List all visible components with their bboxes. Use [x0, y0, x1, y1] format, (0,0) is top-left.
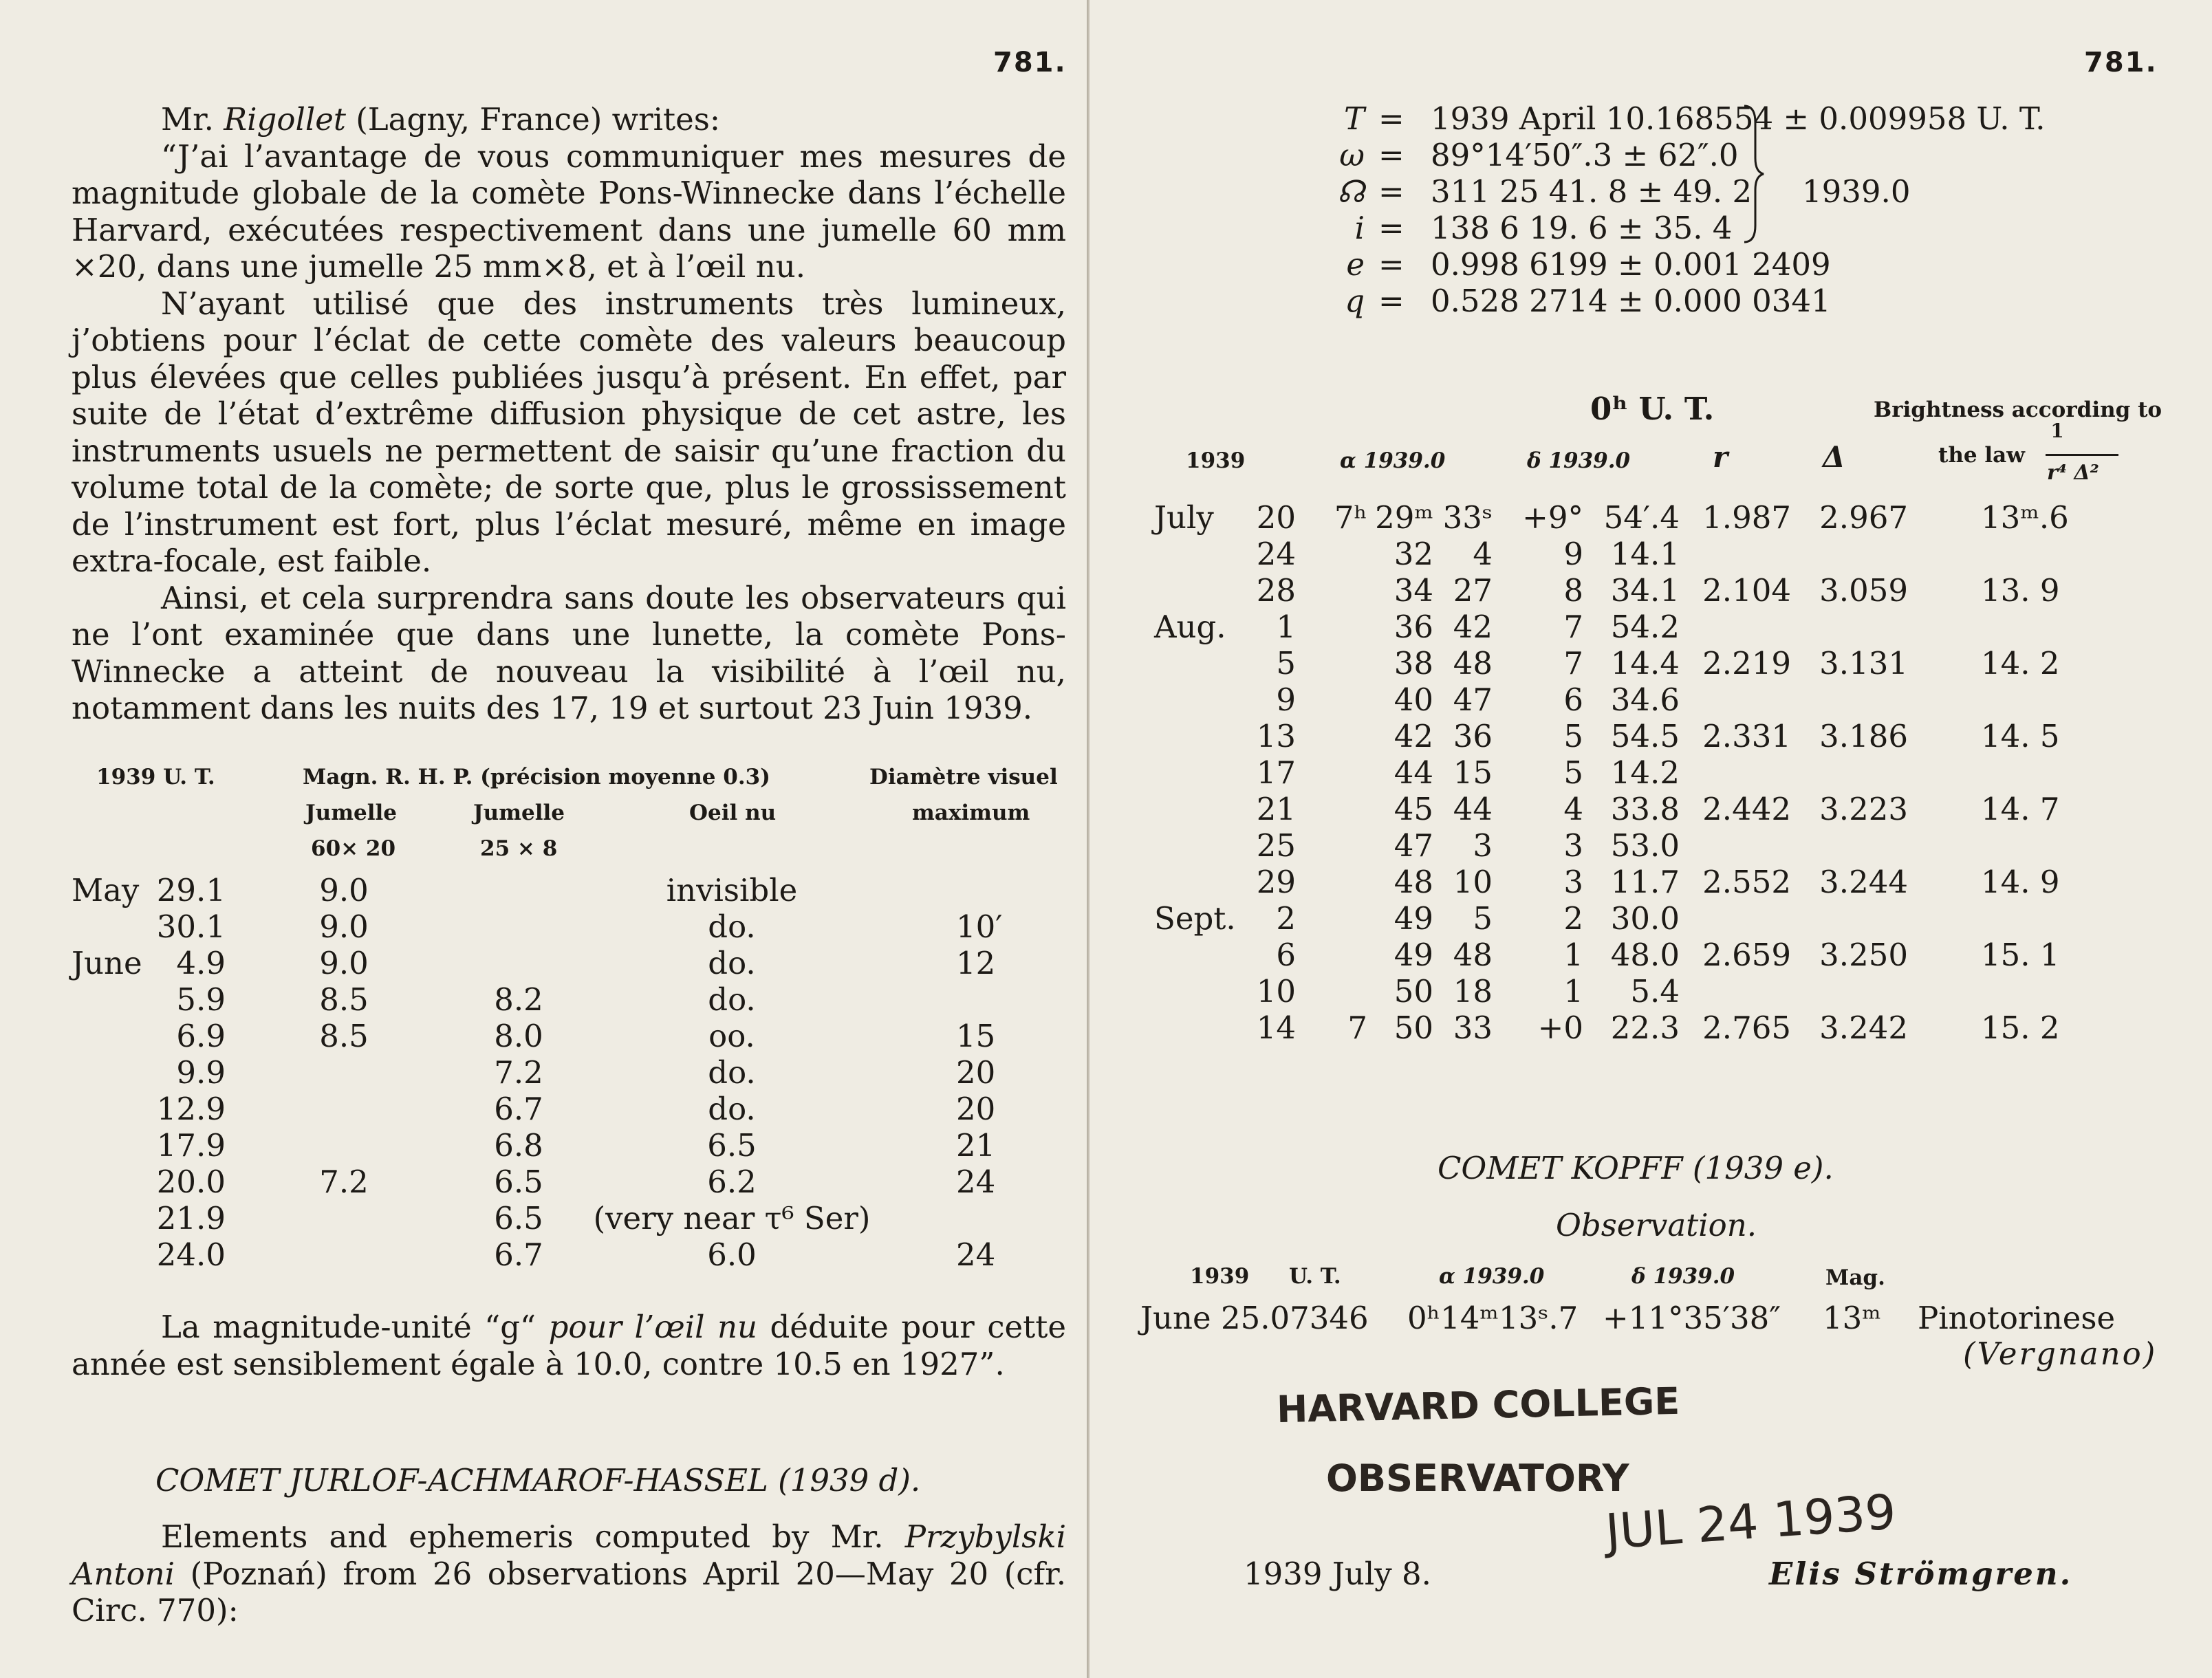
ephem-ra-seconds: 33	[1453, 1010, 1493, 1046]
element-symbol: e	[1346, 246, 1365, 283]
table-row	[0, 1236, 1087, 1272]
row-jumelle-25: 8.0	[494, 1018, 543, 1054]
ephem-delta: 3.131	[1819, 645, 1908, 682]
table-row	[0, 981, 1087, 1017]
ephemeris-row	[1089, 645, 2212, 681]
ephem-day: 13	[1256, 718, 1296, 754]
ephem-dec-degrees: 5	[1563, 718, 1583, 754]
row-oeil-nu: oo.	[708, 1018, 755, 1054]
ephem-dec-minutes: 11.7	[1610, 864, 1680, 900]
ephem-dec-degrees: 5	[1563, 754, 1583, 791]
ephem-ra-minutes: 40	[1394, 682, 1433, 718]
equals-sign: =	[1378, 137, 1405, 173]
ephem-year-header: 1939	[1186, 448, 1246, 473]
ephem-ra-seconds: 15	[1453, 754, 1493, 791]
ephem-ra-minutes: 42	[1394, 718, 1433, 754]
ephem-dec-degrees: 6	[1563, 682, 1583, 718]
element-symbol: i	[1354, 210, 1365, 246]
element-symbol: ω	[1339, 137, 1365, 173]
row-day: 24.0	[156, 1236, 226, 1273]
brightness-header: Brightness according to	[1874, 397, 2162, 422]
obs-ut-header: U. T.	[1289, 1264, 1341, 1289]
equals-sign: =	[1378, 210, 1405, 246]
ephemeris-row	[1089, 937, 2212, 972]
ephem-main-header: 0ʰ U. T.	[1590, 391, 1715, 427]
ephem-ra-minutes: 32	[1394, 536, 1433, 572]
law-fraction-denominator: r⁴ Δ²	[2047, 461, 2099, 485]
ephem-dec-minutes: 33.8	[1610, 791, 1680, 827]
ephem-day: 9	[1276, 682, 1296, 718]
row-day: 4.9	[176, 945, 226, 981]
row-jumelle-60: 9.0	[319, 872, 369, 908]
right-page	[1088, 0, 2212, 1678]
table-row	[0, 1164, 1087, 1199]
ephem-day: 29	[1256, 864, 1296, 900]
row-oeil-nu: 6.2	[707, 1164, 757, 1200]
ephem-ra-hours: 7ʰ	[1334, 499, 1367, 536]
ephemeris-row	[1089, 572, 2212, 608]
ephem-dec-minutes: 54.5	[1610, 718, 1680, 754]
stamp-line-2: OBSERVATORY	[1326, 1457, 1629, 1500]
ephem-dec-degrees: 1	[1563, 973, 1583, 1010]
ephem-dec-degrees: 7	[1563, 609, 1583, 645]
ephem-dec-minutes: 34.6	[1610, 682, 1680, 718]
table-row	[0, 872, 1087, 908]
ephem-delta: 2.967	[1819, 499, 1908, 536]
ephem-day: 6	[1276, 937, 1296, 973]
ephem-day: 20	[1256, 499, 1296, 536]
equals-sign: =	[1378, 283, 1405, 319]
ephem-r: 2.765	[1702, 1010, 1791, 1046]
obs-date: June 25.07346	[1140, 1300, 1369, 1336]
row-day: 29.1	[156, 872, 226, 908]
ephem-day: 25	[1256, 827, 1296, 864]
row-day: 9.9	[176, 1054, 226, 1091]
ephem-r: 2.104	[1702, 572, 1791, 609]
row-diameter: 24	[956, 1236, 996, 1273]
obs-dec: +11°35′38″	[1603, 1300, 1781, 1336]
ephem-ra-seconds: 5	[1473, 900, 1493, 937]
obs-place: Pinotorinese	[1918, 1300, 2116, 1336]
elements-paragraph	[72, 1518, 1066, 1629]
row-oeil-nu: invisible	[666, 872, 798, 908]
ephem-dec-degrees: 4	[1563, 791, 1583, 827]
ephem-dec-minutes: 30.0	[1610, 900, 1680, 937]
ephem-dec-minutes: 14.4	[1610, 645, 1680, 682]
row-jumelle-60: 9.0	[319, 945, 369, 981]
element-value: 0.998 6199 ± 0.001 2409	[1431, 246, 1831, 283]
magnitude-table	[0, 0, 1087, 1307]
col-header-j25: Jumelle	[473, 800, 565, 825]
row-oeil-nu: 6.0	[707, 1236, 757, 1273]
col-header-j60-size: 60× 20	[311, 836, 396, 861]
obs-mag-header: Mag.	[1825, 1265, 1885, 1290]
observation-label: Observation.	[1556, 1207, 1757, 1243]
col-header-oeil: Oeil nu	[689, 800, 777, 825]
row-diameter: 10′	[956, 908, 1003, 945]
ephem-ra-minutes: 45	[1394, 791, 1433, 827]
signature: Elis Strömgren.	[1769, 1556, 2073, 1592]
ephem-month: July	[1154, 499, 1214, 536]
ephem-ra-seconds: 33ˢ	[1442, 499, 1493, 536]
elements-name: Przybylski Antoni	[72, 1518, 1066, 1592]
ephemeris-table	[1089, 0, 2212, 1100]
ephem-dec-minutes: 54.2	[1610, 609, 1680, 645]
row-diameter: 12	[956, 945, 996, 981]
ephem-r: 2.659	[1702, 937, 1791, 973]
equals-sign: =	[1378, 100, 1405, 137]
quote-paragraph-1: “J’ai l’avantage de vous communiquer mes mesures de magnitude globale de la comète Pons-Winnecke dans l’échelle Harvard, exécutées respectivement dans une jumelle 60 mm ×20, dans une jumelle 25 mm×8, et à l’œil nu.	[72, 138, 1066, 285]
row-jumelle-25: 6.5	[494, 1164, 543, 1200]
ephem-brightness: 14. 2	[1981, 645, 2060, 682]
ephem-day: 10	[1256, 973, 1296, 1010]
stamp-date: JUL 24 1939	[1603, 1483, 1898, 1560]
closing-post: déduite pour cette année est sensiblement égale à 10.0, contre 10.5 en 1927”.	[72, 1309, 1066, 1382]
obs-mag: 13ᵐ	[1823, 1300, 1881, 1336]
ephemeris-row	[1089, 827, 2212, 863]
ephem-delta-header: Δ	[1823, 440, 1845, 474]
ephem-brightness: 15. 2	[1981, 1010, 2060, 1046]
ephem-brightness: 14. 7	[1981, 791, 2060, 827]
row-day: 30.1	[156, 908, 226, 945]
ephem-dec-minutes: 14.1	[1610, 536, 1680, 572]
ephem-dec-minutes: 54′.4	[1603, 499, 1680, 536]
ephem-ra-minutes: 48	[1394, 864, 1433, 900]
element-symbol: q	[1345, 283, 1365, 319]
intro-name: Rigollet	[224, 101, 346, 138]
element-value: 0.528 2714 ± 0.000 0341	[1431, 283, 1831, 319]
closing-italic: pour l’œil nu	[548, 1309, 758, 1345]
ephem-ra-header: α 1939.0	[1340, 448, 1446, 473]
row-oeil-nu: (very near τ⁶ Ser)	[593, 1200, 871, 1236]
row-jumelle-60: 9.0	[319, 908, 369, 945]
row-jumelle-25: 6.7	[494, 1236, 543, 1273]
row-diameter: 21	[956, 1127, 996, 1164]
ephem-r-header: r	[1713, 440, 1728, 474]
ephem-ra-minutes: 50	[1394, 973, 1433, 1010]
row-day: 20.0	[156, 1164, 226, 1200]
row-month: June	[72, 945, 142, 981]
row-oeil-nu: do.	[708, 1091, 756, 1127]
obs-dec-header: δ 1939.0	[1631, 1264, 1735, 1289]
ephem-r: 2.219	[1702, 645, 1791, 682]
row-diameter: 20	[956, 1091, 996, 1127]
row-day: 17.9	[156, 1127, 226, 1164]
law-fraction-numerator: 1	[2050, 420, 2064, 442]
ephem-ra-minutes: 44	[1394, 754, 1433, 791]
element-symbol: ☊	[1337, 173, 1365, 210]
ephem-day: 1	[1276, 609, 1296, 645]
ephem-brightness: 13ᵐ.6	[1981, 499, 2069, 536]
ephem-dec-degrees: +9°	[1522, 499, 1583, 536]
ephem-brightness: 14. 9	[1981, 864, 2060, 900]
ephem-month: Aug.	[1154, 609, 1226, 645]
ephem-ra-minutes: 49	[1394, 900, 1433, 937]
ephem-month: Sept.	[1154, 900, 1236, 937]
ephem-dec-degrees: 2	[1563, 900, 1583, 937]
ephem-dec-degrees: 3	[1563, 827, 1583, 864]
equinox-label: 1939.0	[1802, 173, 1911, 210]
table-row	[0, 1018, 1087, 1054]
ephem-ra-minutes: 47	[1394, 827, 1433, 864]
row-day: 21.9	[156, 1200, 226, 1236]
ephem-day: 28	[1256, 572, 1296, 609]
ephem-day: 14	[1256, 1010, 1296, 1046]
ephemeris-row	[1089, 973, 2212, 1009]
ephem-dec-minutes: 5.4	[1630, 973, 1680, 1010]
ephem-ra-minutes: 38	[1394, 645, 1433, 682]
table-row	[0, 1054, 1087, 1090]
ephem-ra-seconds: 27	[1453, 572, 1493, 609]
ephem-ra-seconds: 10	[1453, 864, 1493, 900]
ephem-delta: 3.250	[1819, 937, 1908, 973]
left-page	[0, 0, 1088, 1678]
row-oeil-nu: do.	[708, 1054, 756, 1091]
row-oeil-nu: do.	[708, 945, 756, 981]
ephem-delta: 3.223	[1819, 791, 1908, 827]
ephem-r: 2.442	[1702, 791, 1791, 827]
ephem-dec-degrees: 7	[1563, 645, 1583, 682]
ephem-day: 21	[1256, 791, 1296, 827]
page-number-right: 781.	[2084, 47, 2158, 78]
ephem-ra-seconds: 18	[1453, 973, 1493, 1010]
row-jumelle-60: 7.2	[319, 1164, 369, 1200]
ephem-dec-degrees: 8	[1563, 572, 1583, 609]
sign-date: 1939 July 8.	[1244, 1556, 1431, 1592]
col-header-date: 1939 U. T.	[96, 765, 215, 789]
row-diameter: 20	[956, 1054, 996, 1091]
ephemeris-row	[1089, 682, 2212, 717]
quote-paragraph-2: N’ayant utilisé que des instruments très lumineux, j’obtiens pour l’éclat de cette comète des valeurs beaucoup plus élevées que celles publiées jusqu’à présent. En effet, par suite de l’état d’extrême diffusion physique de cet astre, les instruments usuels ne permettent de saisir qu’une fraction du volume total de la comète; de sorte que, plus le grossissement de l’instrument est fort, plus l’éclat mesuré, même en image extra-focale, est faible.	[72, 285, 1066, 579]
row-jumelle-25: 6.8	[494, 1127, 543, 1164]
ephemeris-row	[1089, 718, 2212, 754]
ephemeris-row	[1089, 754, 2212, 790]
element-symbol: T	[1343, 100, 1365, 137]
closing-pre: La magnitude-unité “g“	[161, 1309, 549, 1345]
row-day: 6.9	[176, 1018, 226, 1054]
col-header-diameter: Diamètre visuel	[869, 765, 1058, 789]
obs-ra: 0ʰ14ᵐ13ˢ.7	[1407, 1300, 1579, 1336]
ephem-ra-minutes: 50	[1394, 1010, 1433, 1046]
row-jumelle-25: 6.7	[494, 1091, 543, 1127]
table-row	[0, 1200, 1087, 1236]
element-value: 89°14′50″.3 ± 62″.0	[1431, 137, 1739, 173]
ephem-ra-seconds: 48	[1453, 937, 1493, 973]
table-row	[0, 945, 1087, 981]
fraction-bar	[2046, 454, 2118, 456]
ephem-dec-minutes: 53.0	[1610, 827, 1680, 864]
ephemeris-row	[1089, 609, 2212, 644]
element-value: 138 6 19. 6 ± 35. 4	[1431, 210, 1733, 246]
law-header: the law	[1938, 443, 2025, 468]
ephem-dec-degrees: +0	[1537, 1010, 1583, 1046]
ephem-ra-minutes: 34	[1394, 572, 1433, 609]
row-day: 5.9	[176, 981, 226, 1018]
ephem-dec-degrees: 3	[1563, 864, 1583, 900]
table-row	[0, 1127, 1087, 1163]
row-jumelle-60: 8.5	[319, 1018, 369, 1054]
element-value: 1939 April 10.168554 ± 0.009958 U. T.	[1431, 100, 2046, 137]
page-number: 781.	[993, 47, 1067, 78]
ephem-ra-seconds: 47	[1453, 682, 1493, 718]
equals-sign: =	[1378, 173, 1405, 210]
obs-ra-header: α 1939.0	[1439, 1264, 1545, 1289]
ephem-ra-minutes: 49	[1394, 937, 1433, 973]
equals-sign: =	[1378, 246, 1405, 283]
table-row	[0, 1091, 1087, 1126]
row-day: 12.9	[156, 1091, 226, 1127]
ephem-dec-degrees: 1	[1563, 937, 1583, 973]
ephem-dec-degrees: 9	[1563, 536, 1583, 572]
elements-post: (Poznań) from 26 observations April 20—May 20 (cfr. Circ. 770):	[72, 1555, 1066, 1628]
row-jumelle-25: 6.5	[494, 1200, 543, 1236]
row-oeil-nu: do.	[708, 981, 756, 1018]
row-jumelle-25: 8.2	[494, 981, 543, 1018]
ephemeris-row	[1089, 864, 2212, 900]
ephem-ra-seconds: 36	[1453, 718, 1493, 754]
ephem-dec-minutes: 34.1	[1610, 572, 1680, 609]
ephem-ra-seconds: 44	[1453, 791, 1493, 827]
ephem-delta: 3.244	[1819, 864, 1908, 900]
col-header-j60: Jumelle	[305, 800, 398, 825]
ephem-dec-minutes: 14.2	[1610, 754, 1680, 791]
row-diameter: 24	[956, 1164, 996, 1200]
obs-year-header: 1939	[1190, 1264, 1250, 1289]
ephem-brightness: 13. 9	[1981, 572, 2060, 609]
ephem-delta: 3.242	[1819, 1010, 1908, 1046]
col-header-j25-size: 25 × 8	[480, 836, 558, 861]
ephemeris-row	[1089, 536, 2212, 571]
elements-pre: Elements and ephemeris computed by Mr.	[161, 1518, 905, 1555]
ephem-ra-seconds: 4	[1473, 536, 1493, 572]
ephem-r: 1.987	[1702, 499, 1791, 536]
ephemeris-row	[1089, 1010, 2212, 1045]
intro-pre: Mr.	[161, 101, 224, 138]
stamp-line-1: HARVARD COLLEGE	[1276, 1379, 1680, 1432]
ephem-day: 2	[1276, 900, 1296, 937]
ephem-dec-minutes: 22.3	[1610, 1010, 1680, 1046]
ephem-r: 2.331	[1702, 718, 1791, 754]
row-jumelle-60: 8.5	[319, 981, 369, 1018]
ephemeris-row	[1089, 499, 2212, 535]
row-oeil-nu: do.	[708, 908, 756, 945]
ephem-day: 24	[1256, 536, 1296, 572]
kopff-heading: COMET KOPFF (1939 e).	[1438, 1150, 1834, 1186]
ephem-ra-seconds: 3	[1473, 827, 1493, 864]
ephem-delta: 3.186	[1819, 718, 1908, 754]
ephem-r: 2.552	[1702, 864, 1791, 900]
ephemeris-row	[1089, 791, 2212, 827]
ephem-ra-minutes: 36	[1394, 609, 1433, 645]
element-value: 311 25 41. 8 ± 49. 2	[1431, 173, 1753, 210]
row-diameter: 15	[956, 1018, 996, 1054]
row-oeil-nu: 6.5	[707, 1127, 757, 1164]
ephem-dec-header: δ 1939.0	[1527, 448, 1631, 473]
ephem-ra-seconds: 48	[1453, 645, 1493, 682]
row-month: May	[72, 872, 140, 908]
closing-paragraph	[72, 1309, 1066, 1382]
ephem-day: 17	[1256, 754, 1296, 791]
ephem-ra-seconds: 42	[1453, 609, 1493, 645]
intro-post: (Lagny, France) writes:	[345, 101, 720, 138]
col-header-maximum: maximum	[912, 800, 1030, 825]
ephem-day: 5	[1276, 645, 1296, 682]
ephem-brightness: 14. 5	[1981, 718, 2060, 754]
ephem-brightness: 15. 1	[1981, 937, 2060, 973]
ephem-delta: 3.059	[1819, 572, 1908, 609]
col-header-magn: Magn. R. H. P. (précision moyenne 0.3)	[303, 765, 770, 789]
obs-observer: (Vergnano)	[1963, 1336, 2158, 1372]
ephem-ra-minutes: 29ᵐ	[1375, 499, 1433, 536]
ephem-ra-hours: 7	[1347, 1010, 1367, 1046]
table-row	[0, 908, 1087, 944]
row-jumelle-25: 7.2	[494, 1054, 543, 1091]
ephemeris-row	[1089, 900, 2212, 936]
ephem-dec-minutes: 48.0	[1610, 937, 1680, 973]
quote-paragraph-3: Ainsi, et cela surprendra sans doute les observateurs qui ne l’ont examinée que dans une lunette, la comète Pons-Winnecke a atteint de nouveau la visibilité à l’œil nu, notamment dans les nuits des 17, 19 et surtout 23 Juin 1939.	[72, 579, 1066, 726]
comet-heading: COMET JURLOF-ACHMAROF-HASSEL (1939 d).	[155, 1462, 921, 1499]
